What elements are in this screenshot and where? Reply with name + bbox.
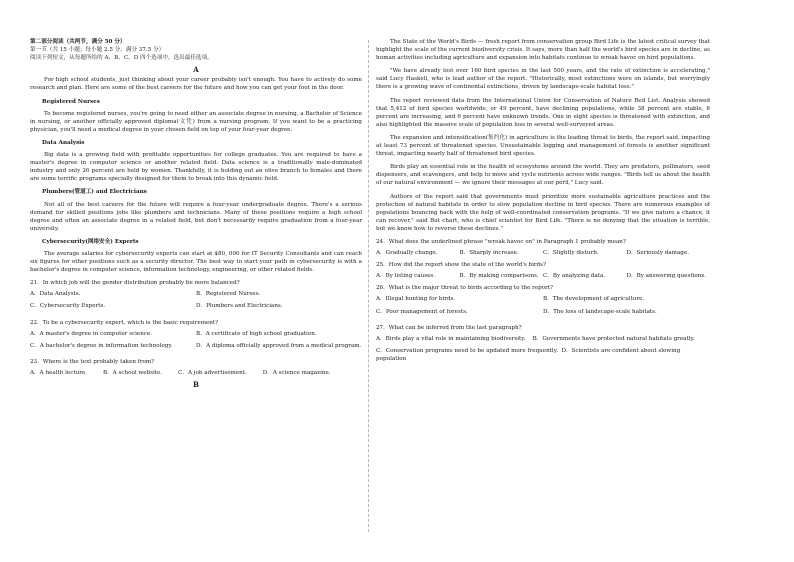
option: D．Plumbers and Electricians. <box>196 303 283 310</box>
subsection-title: 第一节（共 15 小题；每小题 2.5 分，满分 37.5 分） <box>30 47 165 54</box>
section-heading: Cybersecurity(网络安全) Experts <box>42 238 139 245</box>
question-27-options-row-2 <box>376 347 710 363</box>
option: B．A certificate of high school graduation. <box>196 330 317 337</box>
left-column <box>30 38 362 391</box>
question-22-options <box>30 330 362 354</box>
option: A．A health lecture. <box>30 369 87 376</box>
option: D．By answering questions. <box>626 273 706 280</box>
section-title: 第二部分阅读（共两节，满分 50 分） <box>30 39 126 45</box>
question-25: 25．How did the report show the state of the world's birds? <box>376 262 546 269</box>
question-27: 27．What can be inferred from the last paragraph? <box>376 324 522 331</box>
section-heading: Registered Nurses <box>42 98 100 105</box>
option: B．A school website. <box>102 369 163 376</box>
option: B．By making comparisons. <box>459 273 539 280</box>
question-23-options <box>30 369 362 377</box>
option: D．The loss of landscape-scale habitats. <box>543 308 657 315</box>
option: D．A diploma officially approved from a medical program. <box>196 342 362 349</box>
option: C．Slightly disturb. <box>543 250 599 257</box>
question-21: 21．In which job will the gender distribution probably be more balanced? <box>30 280 240 287</box>
option: A．A master's degree in computer science. <box>30 330 153 337</box>
option: C．A job advertisement. <box>178 369 247 376</box>
section-heading: Plumbers(管道工) and Electricians <box>42 189 147 196</box>
passage-a-label: A <box>193 65 199 75</box>
section-text: To become registered nurses, you're going to need either an associate degree in nursing, a Bachelor of Science in nursing, or another officially approved diploma(文凭) from a nursing program. If you want to be a practicing physician, you'll need a medical degree in your chosen field on top of your four-year degree. <box>30 110 362 133</box>
section-text: Big data is a growing field with profitable opportunities for college graduates. You are required to have a master's degree in computer science or another related field. Data science is a traditionally male-dominated industry and only 26 percent are held by women. Thankfully, it is holding out an olive branch to females and there are some terrific programs specially designed for them to break into this dynamic field. <box>30 152 362 183</box>
passage-paragraph: "We have already lost over 160 bird species in the last 500 years, and the rate of extinction is accelerating," said Lucy Haskell, who is lead author of the report. "Historically, most extinctions were on islands, but worryingly there is a growing wave of continental extinctions, driven by landscape-scale habitat loss." <box>376 68 710 91</box>
option: A．Gradually change. <box>376 250 438 257</box>
section-text: Not all of the best careers for the future will require a four-year undergraduate degree. There's a serious demand for skilled positions jobs like plumbers and technicians. Many of these positions require a high school degree and often an associate degree in a related field, but don't necessarily require graduation from a four-year university. <box>30 201 362 232</box>
option: B．Governments have protected natural habitats greatly. <box>532 335 695 342</box>
question-25-options <box>376 272 710 280</box>
passage-paragraph: Authors of the report said that governments must prioritize more sustainable agriculture practices and the protection of natural habitats in order to slow population decline in bird species. There are numerous examples of populations bouncing back with the help of well-coordinated conservation programs. "If we give nature a chance, it can recover," said But chart, who is chief scientist for Bird Life. "There is no denying that the situation is terrible, but we know how to reverse these declines." <box>376 193 710 232</box>
passage-paragraph: Birds play an essential role in the health of ecosystems around the world. They are predators, pollinators, seed dispensers, and scavengers, and help to move and cycle nutrients across wide ranges. "Birds tell us about the health of our natural environment — we ignore their messages at our peril," Lucy said. <box>376 164 710 187</box>
option: D．Seriously damage. <box>626 250 689 257</box>
option: C．Conservation programs need to be updated more frequently. <box>376 347 558 354</box>
question-23: 23．Where is the text probably taken from? <box>30 358 155 365</box>
option: B．Registered Nurses. <box>196 291 261 298</box>
option: B．Sharply increase. <box>459 250 519 257</box>
option: C．Cybersecurity Experts. <box>30 303 106 310</box>
section-heading: Data Analysis <box>42 139 85 146</box>
option: D．A science magazine. <box>262 369 331 376</box>
question-27-options-row-1 <box>376 335 710 343</box>
option: D．Scientists are confident about slowing population <box>376 347 681 362</box>
question-26: 26．What is the major threat to birds according to the report? <box>376 285 554 292</box>
instructions: 阅读下列短文，从每题所给的 A、B、C、D 四个选项中，选出最佳选项。 <box>30 55 213 62</box>
option: C．A bachelor's degree in information technology. <box>30 342 173 349</box>
option: A．Data Analysts. <box>30 291 81 298</box>
passage-paragraph: The expansion and intensification(集约化) in agriculture is the leading threat to birds, the report said, impacting at least 73 percent of threatened species. Unsustainable logging and management of forests is another significant threat, impacting nearly half of threatened bird species. <box>376 134 710 158</box>
column-divider <box>368 40 369 532</box>
option: C．Poor management of forests. <box>376 308 468 315</box>
question-22: 22．To be a cybersecurity expert, which is the basic requirement? <box>30 319 219 326</box>
option: A．Illegal hunting for birds. <box>376 296 456 303</box>
option: B．The development of agriculture. <box>543 296 645 303</box>
intro-paragraph: For high school students, just thinking about your career probably isn't enough. You have to actively do some research and plan. Here are some of the best careers for the future and how you can get your foot in the door. <box>30 77 362 92</box>
passage-paragraph: The report reviewed data from the International Union for Conservation of Nature Red List. Analysis showed that 5,412 of bird species worldwide, or 49 percent, have declining populations, while 38 percent are stable, 6 percent are increasing, and 6 percent have unknown trends. One in eight species is threatened with extinction, and also highlighted the massive scale of population loss in several well-surveyed areas. <box>376 97 710 128</box>
option: A．By listing causes. <box>376 273 436 280</box>
question-26-options <box>376 295 710 319</box>
passage-paragraph: The State of the World's Birds — fresh report from conservation group Bird Life is the latest critical survey that highlight the scale of the current biodiversity crisis. It says, more than half the world's bird species are in decline, as human activities including agriculture and expansion into habitats continue to wreak havoc on bird populations. <box>376 39 710 62</box>
option: C．By analyzing data. <box>543 273 606 280</box>
question-24-options <box>376 249 710 257</box>
passage-b-label: B <box>193 380 199 389</box>
right-column <box>376 38 710 367</box>
option: A．Birds play a vital role in maintaining biodiversity. <box>376 335 526 342</box>
section-text: The average salaries for cybersecurity experts can start at $80, 000 for IT Security Consultants and can reach six figures for other positions such as a security director. The best way to start your path in cybersecurity is with a bachelor's degree in computer science, information technology, engineering, or other related fields. <box>30 250 362 274</box>
question-24: 24．What does the underlined phrase "wreak havoc on" in Paragraph 1 probably mean? <box>376 238 626 245</box>
question-21-options <box>30 290 362 314</box>
